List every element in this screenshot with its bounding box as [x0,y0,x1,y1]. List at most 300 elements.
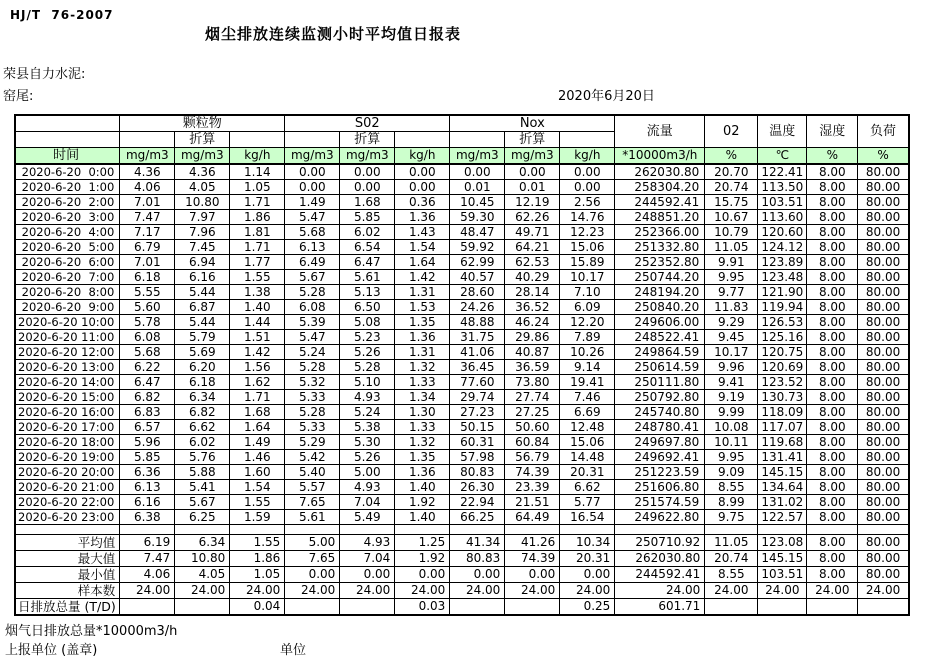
value-cell: 7.04 [340,495,395,510]
value-cell: 262030.80 [615,551,705,567]
value-cell: 50.15 [450,420,505,435]
value-cell: 20.31 [560,551,615,567]
spacer-cell [230,525,285,535]
value-cell: 1.35 [395,450,450,465]
value-cell: 252352.80 [615,255,705,270]
value-cell [858,599,909,616]
units-row [15,148,909,165]
value-cell: 60.31 [450,435,505,450]
value-cell: 6.18 [120,270,175,285]
value-cell: 8.00 [807,375,858,390]
value-cell: 6.79 [120,240,175,255]
value-cell: 0.01 [505,180,560,195]
value-cell: 6.62 [175,420,230,435]
value-cell: 6.94 [175,255,230,270]
value-cell: 250710.92 [615,535,705,551]
value-cell: 5.26 [340,345,395,360]
value-cell [450,599,505,616]
value-cell: 80.00 [858,375,909,390]
table-row [15,240,909,255]
value-cell: 24.26 [450,300,505,315]
value-cell: 5.47 [285,330,340,345]
value-cell: 9.95 [705,270,758,285]
value-cell: 8.00 [807,535,858,551]
unit-cell: mg/m3 [175,148,230,165]
value-cell: 121.90 [758,285,807,300]
empty-cell [15,132,120,148]
table-row [15,450,909,465]
unit-cell: mg/m3 [340,148,395,165]
value-cell: 118.09 [758,405,807,420]
value-cell: 1.25 [395,535,450,551]
value-cell: 7.96 [175,225,230,240]
value-cell: 1.05 [230,180,285,195]
value-cell: 5.33 [285,420,340,435]
value-cell: 62.53 [505,255,560,270]
value-cell: 60.84 [505,435,560,450]
value-cell: 123.89 [758,255,807,270]
value-cell: 9.75 [705,510,758,525]
unit-cell: mg/m3 [450,148,505,165]
value-cell: 126.53 [758,315,807,330]
value-cell: 1.55 [230,535,285,551]
value-cell: 8.00 [807,390,858,405]
value-cell [807,599,858,616]
value-cell: 7.45 [175,240,230,255]
value-cell: 80.00 [858,510,909,525]
value-cell: 50.60 [505,420,560,435]
value-cell: 77.60 [450,375,505,390]
value-cell: 123.52 [758,375,807,390]
value-cell: 123.48 [758,270,807,285]
value-cell: 6.54 [340,240,395,255]
table-row [15,300,909,315]
value-cell: 1.33 [395,420,450,435]
value-cell: 4.05 [175,180,230,195]
value-cell: 66.25 [450,510,505,525]
table-row [15,270,909,285]
value-cell: 8.00 [807,510,858,525]
value-cell: 5.88 [175,465,230,480]
table-row [15,180,909,195]
value-cell: 5.00 [340,465,395,480]
value-cell: 601.71 [615,599,705,616]
value-cell: 10.17 [560,270,615,285]
value-cell: 5.32 [285,375,340,390]
table-row [15,210,909,225]
value-cell: 5.28 [285,285,340,300]
value-cell: 80.00 [858,270,909,285]
time-cell: 2020-6-20 4:00 [15,225,120,240]
value-cell: 5.42 [285,450,340,465]
table-row [15,405,909,420]
value-cell: 6.08 [120,330,175,345]
value-cell: 0.00 [560,164,615,180]
table-header [15,115,909,164]
value-cell: 12.23 [560,225,615,240]
unit-cell: % [807,148,858,165]
value-cell: 6.38 [120,510,175,525]
value-cell: 80.00 [858,390,909,405]
value-cell: 120.60 [758,225,807,240]
value-cell: 1.38 [230,285,285,300]
time-cell: 2020-6-20 0:00 [15,164,120,180]
value-cell: 10.17 [705,345,758,360]
empty-cell [285,132,340,148]
time-cell: 2020-6-20 6:00 [15,255,120,270]
value-cell: 80.00 [858,551,909,567]
value-cell: 0.01 [450,180,505,195]
value-cell: 8.00 [807,450,858,465]
value-cell: 80.00 [858,195,909,210]
unit-cell: mg/m3 [285,148,340,165]
summary-label: 样本数 [15,583,120,599]
time-cell: 2020-6-20 23:00 [15,510,120,525]
value-cell: 1.71 [230,240,285,255]
value-cell: 0.00 [395,180,450,195]
value-cell: 24.00 [505,583,560,599]
value-cell: 1.59 [230,510,285,525]
value-cell: 9.91 [705,255,758,270]
value-cell: 7.01 [120,195,175,210]
value-cell: 1.32 [395,360,450,375]
value-cell: 12.19 [505,195,560,210]
value-cell: 19.41 [560,375,615,390]
value-cell: 123.08 [758,535,807,551]
value-cell: 5.79 [175,330,230,345]
value-cell: 5.28 [285,405,340,420]
value-cell: 12.20 [560,315,615,330]
value-cell: 31.75 [450,330,505,345]
so2-group-header: S02 [285,115,450,132]
table-row [15,255,909,270]
value-cell: 5.00 [285,535,340,551]
value-cell: 5.60 [120,300,175,315]
value-cell: 4.06 [120,567,175,583]
unit-label: 单位 [280,643,307,658]
value-cell: 1.64 [230,420,285,435]
value-cell: 10.80 [175,195,230,210]
value-cell: 6.25 [175,510,230,525]
value-cell: 5.44 [175,315,230,330]
value-cell: 1.86 [230,551,285,567]
value-cell: 6.47 [120,375,175,390]
value-cell: 1.60 [230,465,285,480]
value-cell: 80.00 [858,405,909,420]
report-date: 2020年6月20日 [558,89,655,104]
value-cell: 5.30 [340,435,395,450]
value-cell: 0.00 [340,567,395,583]
value-cell: 122.41 [758,164,807,180]
value-cell: 5.08 [340,315,395,330]
value-cell: 5.40 [285,465,340,480]
value-cell: 64.49 [505,510,560,525]
value-cell: 46.24 [505,315,560,330]
value-cell [505,599,560,616]
value-cell: 7.10 [560,285,615,300]
value-cell: 5.44 [175,285,230,300]
value-cell: 9.99 [705,405,758,420]
value-cell: 6.13 [120,480,175,495]
value-cell: 6.08 [285,300,340,315]
value-cell: 1.42 [395,270,450,285]
value-cell: 24.00 [230,583,285,599]
time-cell: 2020-6-20 16:00 [15,405,120,420]
value-cell: 29.86 [505,330,560,345]
value-cell: 73.80 [505,375,560,390]
value-cell: 244592.41 [615,567,705,583]
table-row [15,225,909,240]
value-cell: 10.79 [705,225,758,240]
so2-converted-header: 折算 [340,132,395,148]
value-cell: 244592.41 [615,195,705,210]
value-cell: 1.54 [230,480,285,495]
summary-label: 平均值 [15,535,120,551]
value-cell: 11.83 [705,300,758,315]
value-cell: 10.34 [560,535,615,551]
value-cell: 145.15 [758,465,807,480]
value-cell: 24.00 [285,583,340,599]
value-cell: 80.00 [858,285,909,300]
value-cell: 119.94 [758,300,807,315]
value-cell: 6.62 [560,480,615,495]
value-cell: 251606.80 [615,480,705,495]
empty-cell [450,132,505,148]
value-cell: 145.15 [758,551,807,567]
table-row [15,360,909,375]
value-cell: 7.01 [120,255,175,270]
value-cell: 8.00 [807,420,858,435]
value-cell: 6.50 [340,300,395,315]
value-cell: 4.36 [120,164,175,180]
value-cell: 10.45 [450,195,505,210]
spacer-row [15,525,909,535]
value-cell: 15.06 [560,240,615,255]
value-cell: 5.85 [340,210,395,225]
value-cell: 29.74 [450,390,505,405]
value-cell: 10.80 [175,551,230,567]
value-cell: 80.00 [858,180,909,195]
reporting-unit-label: 上报单位 (盖章) [5,643,98,658]
value-cell: 24.00 [858,583,909,599]
time-cell: 2020-6-20 17:00 [15,420,120,435]
unit-cell: kg/h [230,148,285,165]
flow-header: 流量 [615,115,705,148]
value-cell: 113.60 [758,210,807,225]
value-cell: 80.00 [858,315,909,330]
value-cell: 0.00 [340,164,395,180]
value-cell: 248780.41 [615,420,705,435]
value-cell: 59.30 [450,210,505,225]
nox-converted-header: 折算 [505,132,560,148]
value-cell: 0.36 [395,195,450,210]
value-cell: 40.29 [505,270,560,285]
value-cell: 80.00 [858,360,909,375]
value-cell: 122.57 [758,510,807,525]
spacer-cell [505,525,560,535]
value-cell: 20.74 [705,551,758,567]
value-cell: 1.42 [230,345,285,360]
value-cell [758,599,807,616]
value-cell: 8.00 [807,240,858,255]
value-cell: 8.00 [807,435,858,450]
value-cell: 80.00 [858,420,909,435]
value-cell: 117.07 [758,420,807,435]
value-cell: 24.00 [175,583,230,599]
value-cell: 1.05 [230,567,285,583]
value-cell: 250840.20 [615,300,705,315]
value-cell: 4.06 [120,180,175,195]
value-cell: 0.00 [395,164,450,180]
unit-cell: *10000m3/h [615,148,705,165]
value-cell: 48.47 [450,225,505,240]
value-cell: 6.82 [175,405,230,420]
nox-group-header: Nox [450,115,615,132]
value-cell: 1.92 [395,551,450,567]
value-cell: 5.61 [340,270,395,285]
spacer-cell [175,525,230,535]
empty-cell [395,132,450,148]
value-cell: 9.09 [705,465,758,480]
value-cell: 6.34 [175,535,230,551]
flue-gas-total-note: 烟气日排放总量*10000m3/h [5,624,178,639]
value-cell: 8.00 [807,270,858,285]
value-cell: 119.68 [758,435,807,450]
value-cell: 6.47 [340,255,395,270]
summary-label: 最小值 [15,567,120,583]
value-cell: 5.26 [340,450,395,465]
empty-cell [120,132,175,148]
table-row [15,315,909,330]
value-cell: 8.00 [807,180,858,195]
value-cell: 5.76 [175,450,230,465]
value-cell: 28.60 [450,285,505,300]
value-cell: 80.00 [858,450,909,465]
value-cell: 7.46 [560,390,615,405]
value-cell: 125.16 [758,330,807,345]
unit-cell: % [705,148,758,165]
time-cell: 2020-6-20 1:00 [15,180,120,195]
value-cell: 130.73 [758,390,807,405]
value-cell: 1.40 [230,300,285,315]
table-row [15,285,909,300]
value-cell: 27.25 [505,405,560,420]
value-cell: 7.47 [120,551,175,567]
value-cell: 1.68 [340,195,395,210]
value-cell: 16.54 [560,510,615,525]
value-cell: 8.00 [807,567,858,583]
value-cell: 8.00 [807,225,858,240]
time-column-header: 时间 [15,148,120,165]
value-cell: 6.16 [175,270,230,285]
value-cell: 59.92 [450,240,505,255]
value-cell: 103.51 [758,195,807,210]
value-cell: 10.08 [705,420,758,435]
value-cell: 6.57 [120,420,175,435]
value-cell: 6.20 [175,360,230,375]
value-cell: 15.89 [560,255,615,270]
time-cell: 2020-6-20 19:00 [15,450,120,465]
value-cell: 9.96 [705,360,758,375]
value-cell: 8.55 [705,567,758,583]
value-cell: 8.00 [807,315,858,330]
value-cell: 1.51 [230,330,285,345]
value-cell: 5.77 [560,495,615,510]
value-cell: 27.74 [505,390,560,405]
table-row [15,330,909,345]
value-cell: 5.68 [285,225,340,240]
value-cell: 0.03 [395,599,450,616]
value-cell: 80.00 [858,535,909,551]
spacer-cell [807,525,858,535]
value-cell: 7.65 [285,495,340,510]
value-cell: 1.55 [230,495,285,510]
value-cell: 9.77 [705,285,758,300]
time-cell: 2020-6-20 11:00 [15,330,120,345]
value-cell: 8.00 [807,495,858,510]
value-cell: 80.00 [858,345,909,360]
value-cell: 6.19 [120,535,175,551]
value-cell: 10.67 [705,210,758,225]
value-cell: 5.85 [120,450,175,465]
value-cell: 5.49 [340,510,395,525]
value-cell: 6.83 [120,405,175,420]
value-cell: 5.67 [175,495,230,510]
group-header-row [15,115,909,132]
value-cell: 1.46 [230,450,285,465]
value-cell: 8.00 [807,465,858,480]
value-cell: 8.00 [807,164,858,180]
value-cell: 24.00 [758,583,807,599]
value-cell: 48.88 [450,315,505,330]
table-row [15,480,909,495]
value-cell: 5.96 [120,435,175,450]
table-row [15,164,909,180]
value-cell: 0.00 [285,164,340,180]
value-cell: 5.28 [340,360,395,375]
value-cell: 8.00 [807,285,858,300]
value-cell: 5.68 [120,345,175,360]
summary-row [15,551,909,567]
value-cell: 80.00 [858,255,909,270]
value-cell [340,599,395,616]
value-cell: 14.76 [560,210,615,225]
spacer-cell [450,525,505,535]
value-cell: 80.00 [858,480,909,495]
report-table [14,114,910,616]
value-cell: 49.71 [505,225,560,240]
value-cell: 6.87 [175,300,230,315]
o2-header: 02 [705,115,758,148]
time-cell: 2020-6-20 18:00 [15,435,120,450]
standard-code: HJ/T 76-2007 [10,8,114,22]
pm-converted-header: 折算 [175,132,230,148]
value-cell: 5.24 [285,345,340,360]
value-cell: 9.14 [560,360,615,375]
value-cell: 24.00 [340,583,395,599]
value-cell: 0.00 [505,567,560,583]
value-cell: 41.26 [505,535,560,551]
value-cell: 8.00 [807,330,858,345]
value-cell: 28.14 [505,285,560,300]
time-cell: 2020-6-20 5:00 [15,240,120,255]
table-row [15,195,909,210]
value-cell: 8.00 [807,195,858,210]
spacer-cell [340,525,395,535]
spacer-cell [705,525,758,535]
value-cell: 1.33 [395,375,450,390]
value-cell: 80.00 [858,435,909,450]
